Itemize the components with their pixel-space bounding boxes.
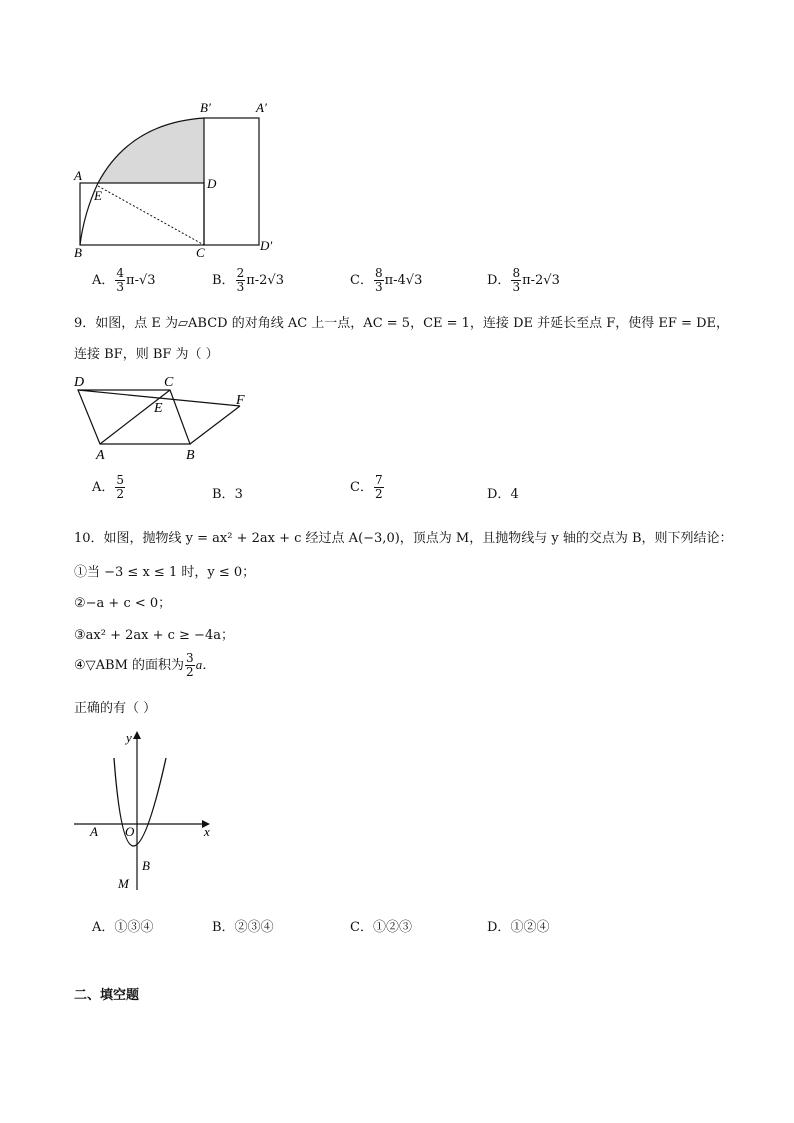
q8-shaded-region (98, 118, 204, 183)
q10-conclusion-1: ①当 −3 ≤ x ≤ 1 时，y ≤ 0； (74, 565, 256, 580)
q8-label-A: A (74, 168, 82, 183)
q10-label-x: x (204, 824, 210, 839)
q9-option-a[interactable]: A． $\frac{5}{2}$ (92, 473, 125, 501)
q9-label-B: B (186, 448, 195, 462)
q9-label-C: C (164, 375, 174, 390)
q10-conclusion-3: ③ax² + 2ax + c ≥ −4a； (74, 628, 234, 643)
q9-parallelogram (78, 390, 190, 444)
q10-label-M: M (118, 876, 129, 891)
q9-label-F: F (236, 393, 245, 408)
q10-label-A: A (90, 824, 98, 839)
q10-option-b[interactable]: B．②③④ (212, 920, 274, 935)
q9-line-bf (190, 406, 240, 444)
q10-conclusion-4: ④▽ABM 的面积为 $\frac{3}{2}$ a． (74, 651, 216, 679)
q10-option-a[interactable]: A．①③④ (92, 920, 154, 935)
q9-label-A: A (96, 448, 105, 462)
q8-label-B: B (74, 245, 82, 260)
q9-figure (70, 370, 260, 462)
q9-option-b[interactable]: B．3 (212, 487, 243, 502)
q10-option-c[interactable]: C．①②③ (350, 920, 412, 935)
q10-label-y: y (126, 730, 132, 745)
q10-conclusion-2: ②−a + c < 0； (74, 596, 172, 611)
q9-option-d[interactable]: D．4 (487, 487, 519, 502)
q8-label-Dp: D′ (260, 238, 273, 253)
q10-label-O: O (125, 824, 135, 839)
q9-label-E: E (154, 401, 163, 416)
q9-stem-line1: 9．如图，点 E 为▱ABCD 的对角线 AC 上一点，AC = 5，CE = 1，连接 DE 并延长至点 F，使得 EF = DE， (74, 316, 729, 331)
q10-parabola (114, 758, 166, 846)
q8-option-b[interactable]: B． $\frac{2}{3}$ π-2√3 (212, 266, 284, 294)
q8-label-D: D (207, 176, 217, 191)
q10-prompt: 正确的有（ ） (74, 701, 157, 716)
q8-label-C: C (196, 245, 205, 260)
q8-option-c[interactable]: C． $\frac{8}{3}$ π-4√3 (350, 266, 423, 294)
q10-y-arrow (133, 731, 141, 739)
q10-option-d[interactable]: D．①②④ (487, 920, 550, 935)
q8-dashed-ec (98, 186, 204, 245)
q8-option-a[interactable]: A． $\frac{4}{3}$ π-√3 (92, 266, 156, 294)
q9-label-D: D (74, 375, 85, 390)
q8-label-Bp: B′ (200, 100, 211, 115)
q9-option-c[interactable]: C． $\frac{7}{2}$ (350, 473, 383, 501)
q8-label-Ap: A′ (256, 100, 267, 115)
q8-label-E: E (94, 188, 102, 203)
q8-figure (70, 98, 290, 260)
q10-stem: 10．如图，抛物线 y = ax² + 2ax + c 经过点 A(−3,0)，顶点为 M，且抛物线与 y 轴的交点为 B，则下列结论： (74, 531, 733, 546)
section-title-fill-blank: 二、填空题 (74, 988, 140, 1003)
q10-figure (70, 728, 220, 892)
q10-label-B: B (142, 858, 150, 873)
q8-option-d[interactable]: D． $\frac{8}{3}$ π-2√3 (487, 266, 560, 294)
q9-stem-line2: 连接 BF，则 BF 为（ ） (74, 347, 219, 362)
